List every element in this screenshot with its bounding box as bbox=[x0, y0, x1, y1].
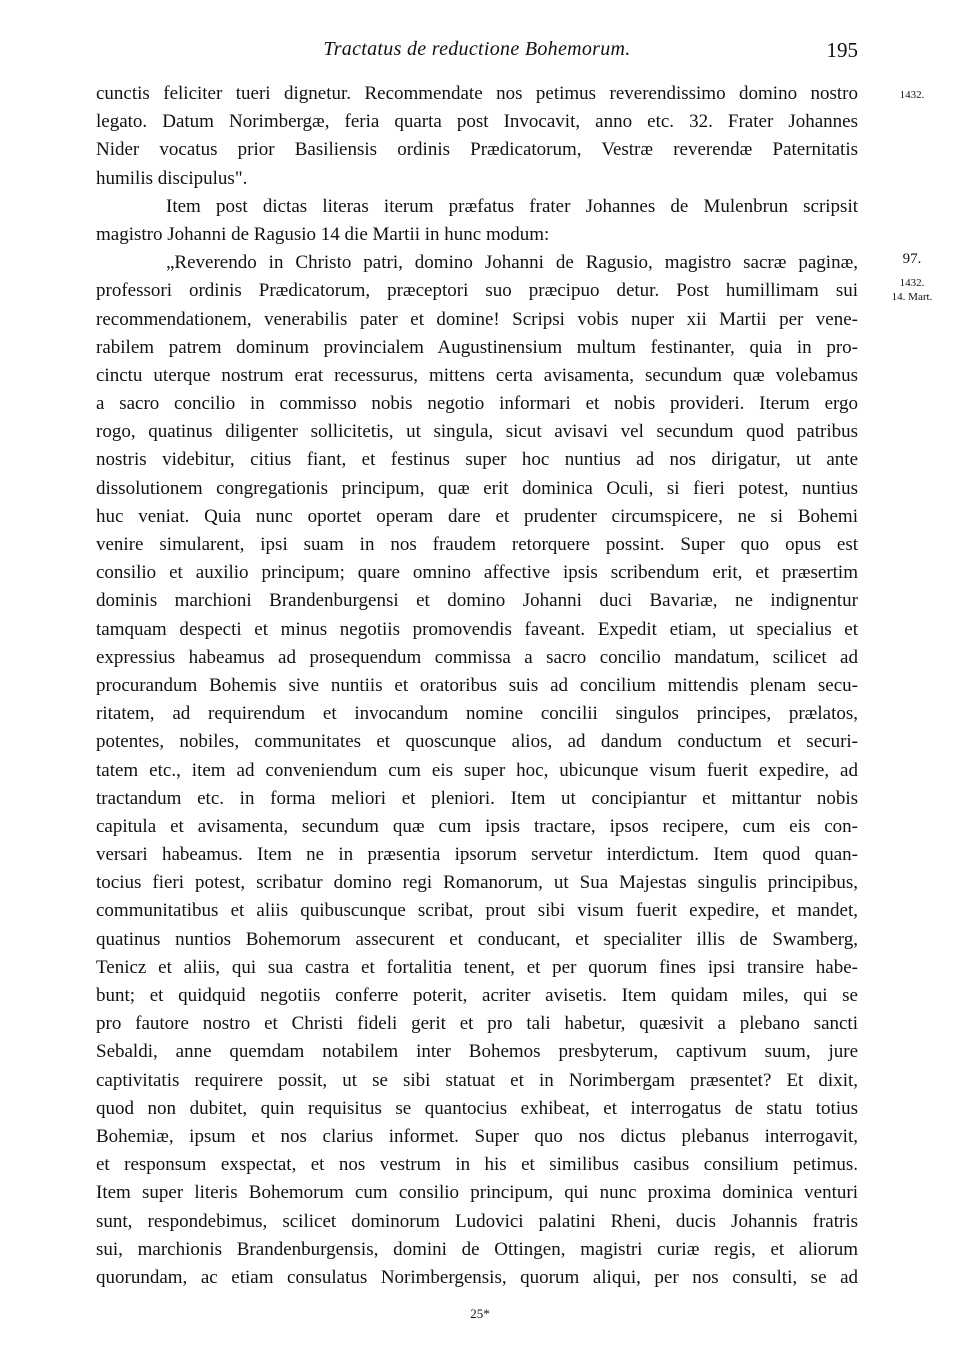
text-line: sunt, respondebimus, scilicet dominorum Ludovici palatini Rheni, ducis Johannis fratris bbox=[96, 1210, 858, 1232]
margin-year-label: 1432. bbox=[899, 89, 925, 101]
text-line: nostris videbitur, citius fiant, et festinus super hoc nuntius ad nos dirigatur, ut ante bbox=[96, 449, 858, 471]
text-line: Tenicz et aliis, qui sua castra et fortalitia tenent, et per quorum fines ipsi transire habe- bbox=[96, 956, 858, 978]
text-line: professori ordinis Prædicatorum, præceptori suo præcipuo detur. Post humillimam sui bbox=[96, 280, 858, 302]
text-line: Item post dictas literas iterum præfatus frater Johannes de Mulenbrun scripsit bbox=[166, 195, 858, 217]
text-line: Nider vocatus prior Basiliensis ordinis Prædicatorum, Vestræ reverendæ Paternitatis bbox=[96, 139, 858, 161]
text-line: a sacro concilio in commisso nobis negotio informari et nobis provideri. Iterum ergo bbox=[96, 393, 858, 415]
margin-year-label-2: 1432. bbox=[899, 277, 925, 289]
text-line: tocius fieri potest, scribatur domino regi Romanorum, ut Sua Majestas singulis principibus, bbox=[96, 872, 858, 894]
text-line: Bohemiæ, ipsum et nos clarius informet. Super quo nos dictus plebanus interrogavit, bbox=[96, 1125, 858, 1147]
text-line: capitula et avisamenta, secundum quæ cum ipsis tractare, ipsos recipere, cum eis con- bbox=[96, 815, 858, 837]
text-line: humilis discipulus". bbox=[96, 167, 248, 189]
text-line: pro fautore nostro et Christi fideli gerit et pro tali habetur, quæsivit a plebano sancti bbox=[96, 1013, 858, 1035]
text-line: ritatem, ad requirendum et invocandum nomine concilii singulos principes, prælatos, bbox=[96, 703, 858, 725]
page-number: 195 bbox=[826, 38, 858, 62]
text-line: bunt; et quidquid negotiis conferre poterit, acriter avisetis. Item quidam miles, qui se bbox=[96, 985, 858, 1006]
text-line: quod non dubitet, quin requisitus se quantocius exhibeat, et interrogatus de statu totius bbox=[96, 1097, 858, 1119]
page-header bbox=[96, 38, 858, 66]
text-line: Item super literis Bohemorum cum consilio principum, qui nunc proxima dominica venturi bbox=[96, 1182, 858, 1204]
text-line: procurandum Bohemis sive nuntiis et oratoribus suis ad concilium mittendis plenam secu- bbox=[96, 674, 858, 696]
signature-mark: 25* bbox=[470, 1306, 490, 1321]
margin-note-year bbox=[872, 88, 952, 102]
text-line: tatem etc., item ad conveniendum cum eis super hoc, ubicunque visum fuerit expedire, ad bbox=[96, 759, 858, 781]
text-line: cunctis feliciter tueri dignetur. Recommendate nos petimus reverendissimo domino nostro bbox=[96, 83, 858, 104]
text-line: Sebaldi, anne quemdam notabilem inter Bohemos presbyterum, captivum suum, jure bbox=[96, 1041, 858, 1063]
text-line: „Reverendo in Christo patri, domino Johanni de Ragusio, magistro sacræ paginæ, bbox=[166, 252, 858, 274]
text-line: communitatibus et aliis quibuscunque scribat, prout sibi visum fuerit expedire, et mandet, bbox=[96, 900, 858, 922]
margin-note-number bbox=[872, 252, 952, 267]
text-line: potentes, nobiles, communitates et quoscunque alios, ad dandum conductum et securi- bbox=[96, 731, 858, 753]
margin-note-date bbox=[872, 276, 952, 304]
text-line: venire simularent, ipsi suam in nos fraudem retorquere possint. Super quo opus est bbox=[96, 534, 858, 555]
text-line: quatinus nuntios Bohemorum assecurent et conducant, et specialiter illis de Swamberg, bbox=[96, 928, 858, 950]
running-title: Tractatus de reductione Bohemorum. bbox=[323, 38, 631, 60]
body-text bbox=[96, 80, 858, 1292]
text-line: rogo, quatinus diligenter sollicitetis, ut singula, sicut avisavi vel secundum quod patribus bbox=[96, 421, 858, 443]
text-line: dominis marchioni Brandenburgensi et domino Johanni duci Bavariæ, ne indignentur bbox=[96, 590, 858, 612]
text-line: versari habeamus. Item ne in præsentia ipsorum servetur interdictum. Item quod quan- bbox=[96, 844, 858, 866]
margin-doc-number: 97. bbox=[902, 251, 922, 267]
text-line: magistro Johanni de Ragusio 14 die Martii in hunc modum: bbox=[96, 223, 550, 245]
text-line: legato. Datum Norimbergæ, feria quarta post Invocavit, anno etc. 32. Frater Johannes bbox=[96, 111, 858, 133]
text-line: expressius habeamus ad prosequendum commissa a sacro concilio mandatum, scilicet ad bbox=[96, 646, 858, 668]
margin-date-label: 14. Mart. bbox=[891, 291, 933, 303]
text-line: consilio et auxilio principum; quare omnino affective ipsis scribendum erit, et præsertim bbox=[96, 562, 858, 584]
text-line: tamquam despecti et minus negotiis promovendis faveant. Expedit etiam, ut specialius et bbox=[96, 618, 858, 640]
text-line: recommendationem, venerabilis pater et domine! Scripsi vobis nuper xii Martii per vene- bbox=[96, 308, 858, 330]
text-line: captivitatis requirere possit, ut se sibi statuat et in Norimbergam præsentet? Et dixit, bbox=[96, 1069, 858, 1091]
text-line: rabilem patrem dominum provincialem Augustinensium multum festinanter, quia in pro- bbox=[96, 336, 858, 358]
text-line: sui, marchionis Brandenburgensis, domini de Ottingen, magistri curiæ regis, et aliorum bbox=[96, 1238, 858, 1260]
text-line: et responsum exspectat, et nos vestrum in his et similibus casibus consilium petimus. bbox=[96, 1154, 858, 1176]
text-line: huc veniat. Quia nunc oportet operam dare et prudenter circumspicere, ne si Bohemi bbox=[96, 505, 858, 527]
text-line: tractandum etc. in forma meliori et pleniori. Item ut concipiantur et mittantur nobis bbox=[96, 787, 858, 809]
text-line: cinctu uterque nostrum erat recessurus, mittens certa avisamenta, secundum quæ volebamus bbox=[96, 364, 858, 386]
text-line: quorundam, ac etiam consulatus Norimbergensis, quorum aliqui, per nos consulti, se ad bbox=[96, 1266, 858, 1288]
text-line: dissolutionem congregationis principum, quæ erit dominica Oculi, si fieri potest, nuntius bbox=[96, 477, 858, 499]
